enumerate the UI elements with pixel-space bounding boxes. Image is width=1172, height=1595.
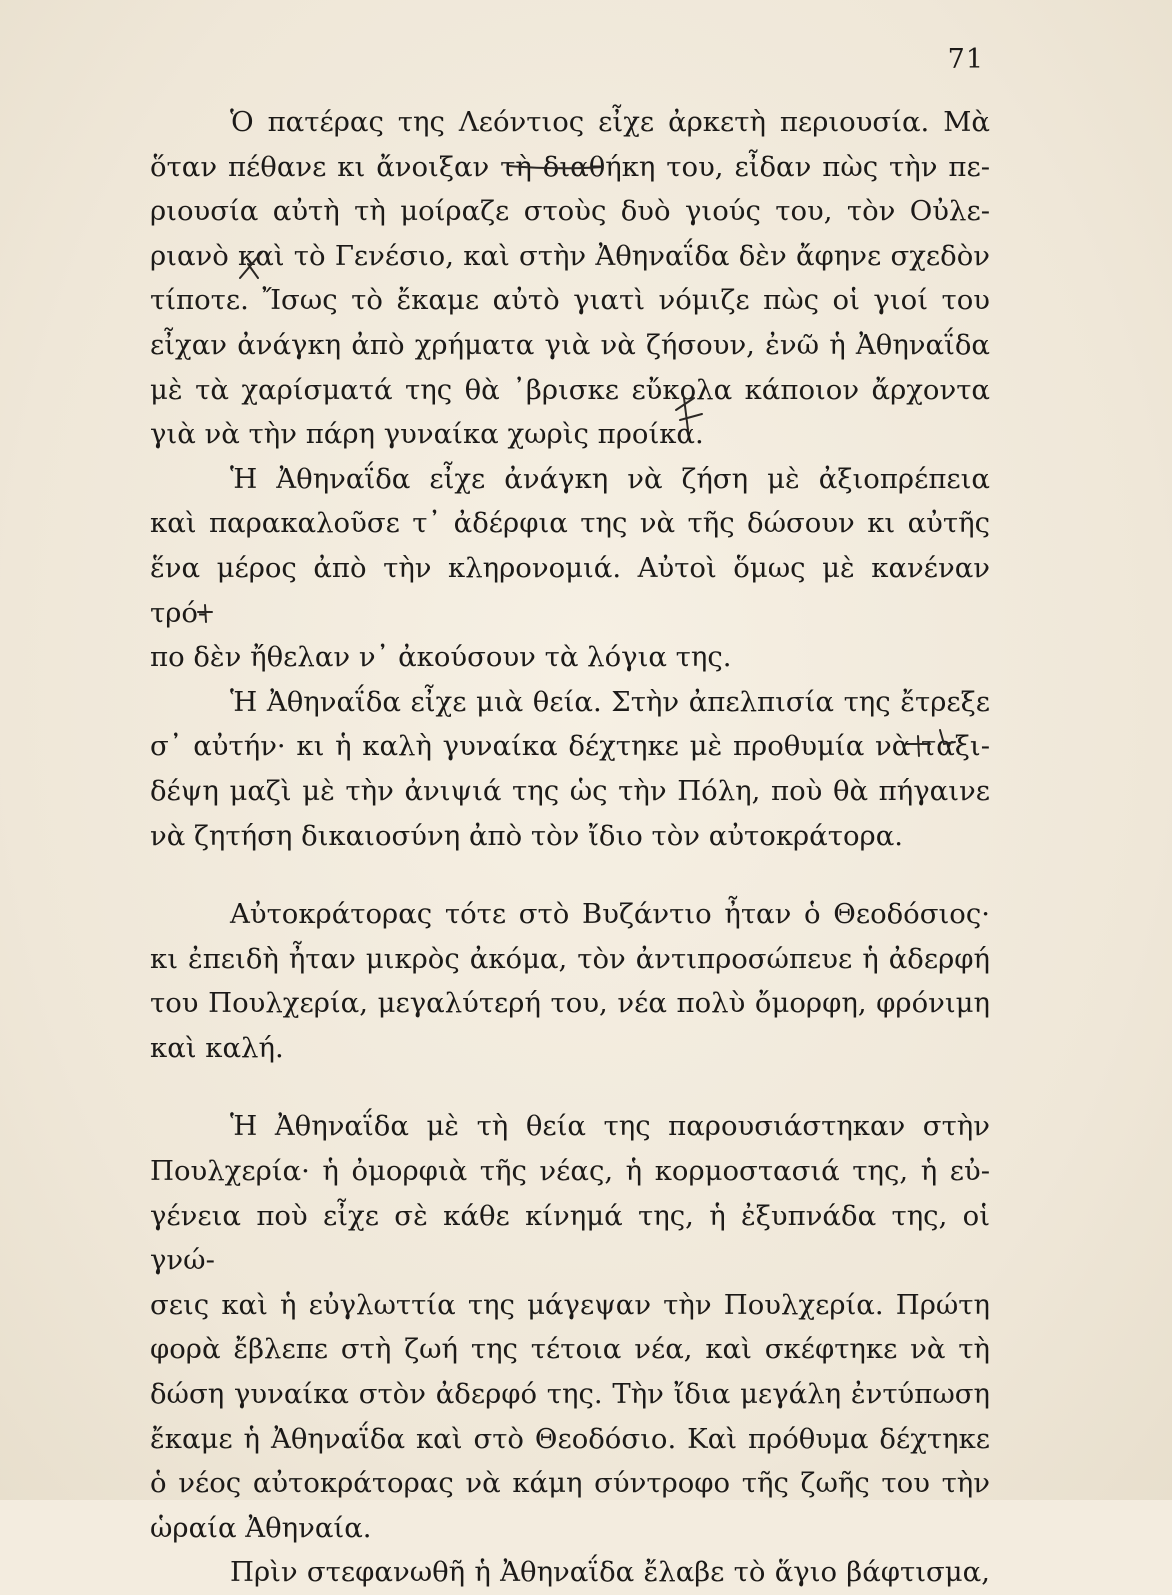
text-line: Αὐτοκράτορας τότε στὸ Βυζάντιο ἦταν ὁ Θεοδόσιος· <box>230 898 990 931</box>
text-line: σ᾽ αὐτήν· κι ἡ καλὴ γυναίκα δέχτηκε μὲ προθυμία νὰ ταξι- <box>150 730 990 763</box>
text-line: του Πουλχερία, μεγαλύτερή του, νέα πολὺ ὄμορφη, φρόνιμη <box>150 987 990 1020</box>
text-line: ριανὸ καὶ τὸ Γενέσιο, καὶ στὴν Ἀθηναΐδα δὲν ἄφηνε σχεδὸν <box>150 239 990 272</box>
page-number: 71 <box>947 44 984 75</box>
text-line: μὲ τὰ χαρίσματά της θὰ ᾽βρισκε εὔκολα κάποιον ἄρχοντα <box>150 373 990 406</box>
correction-mark <box>198 605 212 622</box>
text-line: ἕνα μέρος ἀπὸ τὴν κληρονομιά. Αὐτοὶ ὅμως μὲ κανέναν τρό- <box>150 551 990 629</box>
text-line: ὅταν πέθανε κι ἄνοιξαν τὴ διαθήκη του, εἶδαν πὼς τὴν πε- <box>150 150 990 183</box>
text-line: Ἡ Ἀθηναΐδα εἶχε μιὰ θεία. Στὴν ἀπελπισία της ἔτρεξε <box>230 685 990 718</box>
text-line: δώση γυναίκα στὸν ἀδερφό της. Τὴν ἴδια μεγάλη ἐντύπωση <box>150 1378 990 1411</box>
correction-mark <box>676 398 702 430</box>
text-line: τίποτε. Ἴσως τὸ ἔκαμε αὐτὸ γιατὶ νόμιζε πὼς οἱ γιοί του <box>150 284 990 317</box>
text-line: δέψη μαζὶ μὲ τὴν ἀνιψιά της ὡς τὴν Πόλη, ποὺ θὰ πήγαινε <box>150 774 990 807</box>
text-line: γιὰ νὰ τὴν πάρη γυναίκα χωρὶς προίκα. <box>150 418 704 451</box>
correction-mark <box>906 730 955 756</box>
text-line: σεις καὶ ἡ εὐγλωττία της μάγεψαν τὴν Πουλχερία. Πρώτη <box>150 1288 990 1321</box>
text-line: εἶχαν ἀνάγκη ἀπὸ χρήματα γιὰ νὰ ζήσουν, ἐνῶ ἡ Ἀθηναΐδα <box>150 328 990 361</box>
text-line: κι ἐπειδὴ ἦταν μικρὸς ἀκόμα, τὸν ἀντιπροσώπευε ἡ ἀδερφή <box>150 942 990 975</box>
text-line: φορὰ ἔβλεπε στὴ ζωή της τέτοια νέα, καὶ σκέφτηκε νὰ τὴ <box>150 1333 990 1366</box>
text-line: καὶ παρακαλοῦσε τ᾽ ἀδέρφια της νὰ τῆς δώσουν κι αὐτῆς <box>150 507 990 540</box>
text-line: καὶ καλή. <box>150 1031 284 1064</box>
text-line: ὁ νέος αὐτοκράτορας νὰ κάμη σύντροφο τῆς ζωῆς του τὴν <box>150 1467 990 1500</box>
text-line: Ἡ Ἀθηναΐδα μὲ τὴ θεία της παρουσιάστηκαν στὴν <box>230 1110 990 1143</box>
underline-mark <box>508 166 602 168</box>
text-line: ριουσία αὐτὴ τὴ μοίραζε στοὺς δυὸ γιούς του, τὸν Οὐλε- <box>150 195 990 228</box>
text-line: Ἡ Ἀθηναΐδα εἶχε ἀνάγκη νὰ ζήση μὲ ἀξιοπρέπεια <box>230 462 990 495</box>
text-line: Πουλχερία· ἡ ὀμορφιὰ τῆς νέας, ἡ κορμοστασιά της, ἡ εὐ- <box>150 1155 990 1188</box>
text-line: Πρὶν στεφανωθῆ ἡ Ἀθηναΐδα ἔλαβε τὸ ἅγιο βάφτισμα, <box>230 1556 990 1589</box>
text-line: νὰ ζητήση δικαιοσύνη ἀπὸ τὸν ἴδιο τὸν αὐτοκράτορα. <box>150 819 904 852</box>
paragraph-6 <box>150 1550 990 1595</box>
text-line: ἔκαμε ἡ Ἀθηναΐδα καὶ στὸ Θεοδόσιο. Καὶ πρόθυμα δέχτηκε <box>150 1422 990 1455</box>
text-line: ὡραία Ἀθηναία. <box>150 1511 372 1544</box>
text-line: γένεια ποὺ εἶχε σὲ κάθε κίνημά της, ἡ ἐξυπνάδα της, οἱ γνώ- <box>150 1199 990 1277</box>
text-line: πο δὲν ἤθελαν ν᾽ ἀκούσουν τὰ λόγια της. <box>150 641 732 674</box>
text-line: Ὁ πατέρας της Λεόντιος εἶχε ἀρκετὴ περιουσία. Μὰ <box>230 106 990 138</box>
correction-mark <box>240 252 262 278</box>
